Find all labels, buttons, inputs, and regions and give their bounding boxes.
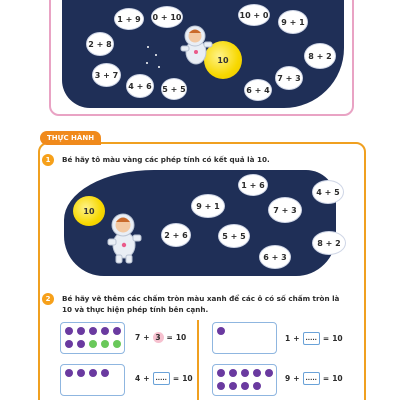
bubble-7-plus-3-task1[interactable]: 7 + 3 xyxy=(268,197,302,223)
eq3-op: + xyxy=(143,374,150,383)
dot-box-2[interactable] xyxy=(212,322,277,354)
purple-dot xyxy=(217,369,225,377)
bubble-6-plus-3[interactable]: 6 + 3 xyxy=(259,245,291,269)
eq1-eq: = xyxy=(166,333,173,342)
dot-box-4[interactable] xyxy=(212,364,277,396)
purple-dot xyxy=(217,327,225,335)
eq1-filled-answer[interactable]: 3 xyxy=(153,332,164,343)
practice-tab: THỰC HÀNH xyxy=(40,131,101,145)
bubble-5-plus-5[interactable]: 5 + 5 xyxy=(161,78,187,100)
bubble-10-plus-0[interactable]: 10 + 0 xyxy=(238,4,270,26)
equation-row-3 xyxy=(135,372,193,385)
eq3-left: 4 xyxy=(135,374,141,383)
eq3-result: 10 xyxy=(182,374,193,383)
eq4-result: 10 xyxy=(332,374,343,383)
eq1-left: 7 xyxy=(135,333,141,342)
purple-dot xyxy=(229,369,237,377)
eq3-eq: = xyxy=(172,374,180,383)
eq4-answer-box[interactable]: ..... xyxy=(303,372,320,385)
bubble-8-plus-2[interactable]: 8 + 2 xyxy=(304,43,336,69)
bubble-1-plus-9[interactable]: 1 + 9 xyxy=(114,8,144,30)
bubble-8-plus-2-task1[interactable]: 8 + 2 xyxy=(312,231,346,255)
eq1-op: + xyxy=(143,333,150,342)
purple-dot xyxy=(65,369,73,377)
equation-row-4 xyxy=(285,372,343,385)
dot-box-1[interactable] xyxy=(60,322,125,354)
bubble-2-plus-8[interactable]: 2 + 8 xyxy=(86,32,114,56)
purple-dot xyxy=(77,340,85,348)
bubble-7-plus-3[interactable]: 7 + 3 xyxy=(275,66,303,90)
bubble-2-plus-6[interactable]: 2 + 6 xyxy=(161,223,191,247)
eq4-eq: = xyxy=(322,374,330,383)
dot-box-3[interactable] xyxy=(60,364,125,396)
sun-10-task1: 10 xyxy=(73,196,105,226)
astronaut-illustration xyxy=(178,22,214,68)
equation-row-1 xyxy=(135,332,186,343)
bubble-5-plus-5-task1[interactable]: 5 + 5 xyxy=(218,224,250,248)
eq4-left: 9 xyxy=(285,374,291,383)
purple-dot xyxy=(241,382,249,390)
green-dot xyxy=(89,340,97,348)
eq3-answer-box[interactable]: ..... xyxy=(153,372,170,385)
task-2-instruction-line2: 10 và thực hiện phép tính bên cạnh. xyxy=(62,305,209,314)
task-1-number: 1 xyxy=(42,154,54,166)
purple-dot xyxy=(229,382,237,390)
purple-dot xyxy=(101,327,109,335)
bubble-9-plus-1[interactable]: 9 + 1 xyxy=(278,10,308,34)
purple-dot xyxy=(77,327,85,335)
bubble-1-plus-6[interactable]: 1 + 6 xyxy=(238,174,268,196)
bubble-6-plus-4[interactable]: 6 + 4 xyxy=(244,79,272,101)
equation-row-2 xyxy=(285,332,343,345)
bubble-9-plus-1-task1[interactable]: 9 + 1 xyxy=(191,194,225,218)
purple-dot xyxy=(265,369,273,377)
eq2-op: + xyxy=(293,334,300,343)
task-2-instruction-line1: Bé hãy vẽ thêm các chấm tròn màu xanh để các ô có số chấm tròn là xyxy=(62,294,340,303)
purple-dot xyxy=(65,340,73,348)
eq1-result: 10 xyxy=(175,333,187,342)
bubble-4-plus-5[interactable]: 4 + 5 xyxy=(312,180,344,204)
purple-dot xyxy=(113,327,121,335)
eq2-answer-box[interactable]: ..... xyxy=(303,332,320,345)
eq2-left: 1 xyxy=(285,334,291,343)
purple-dot xyxy=(89,327,97,335)
green-dot xyxy=(113,340,121,348)
sun-10-top: 10 xyxy=(204,41,242,79)
purple-dot xyxy=(241,369,249,377)
bubble-0-plus-10[interactable]: 0 + 10 xyxy=(151,6,183,28)
bubble-4-plus-6[interactable]: 4 + 6 xyxy=(126,74,154,98)
task-2-number: 2 xyxy=(42,293,54,305)
astronaut-illustration-task1 xyxy=(104,209,144,265)
purple-dot xyxy=(253,369,261,377)
purple-dot xyxy=(77,369,85,377)
eq2-result: 10 xyxy=(332,334,343,343)
eq2-eq: = xyxy=(322,334,330,343)
purple-dot xyxy=(101,369,109,377)
green-dot xyxy=(101,340,109,348)
purple-dot xyxy=(65,327,73,335)
task-1-instruction: Bé hãy tô màu vàng các phép tính có kết quả là 10. xyxy=(62,155,270,164)
purple-dot xyxy=(89,369,97,377)
purple-dot xyxy=(253,382,261,390)
purple-dot xyxy=(217,382,225,390)
bubble-3-plus-7[interactable]: 3 + 7 xyxy=(92,63,121,87)
section-divider xyxy=(197,320,199,400)
eq4-op: + xyxy=(293,374,300,383)
